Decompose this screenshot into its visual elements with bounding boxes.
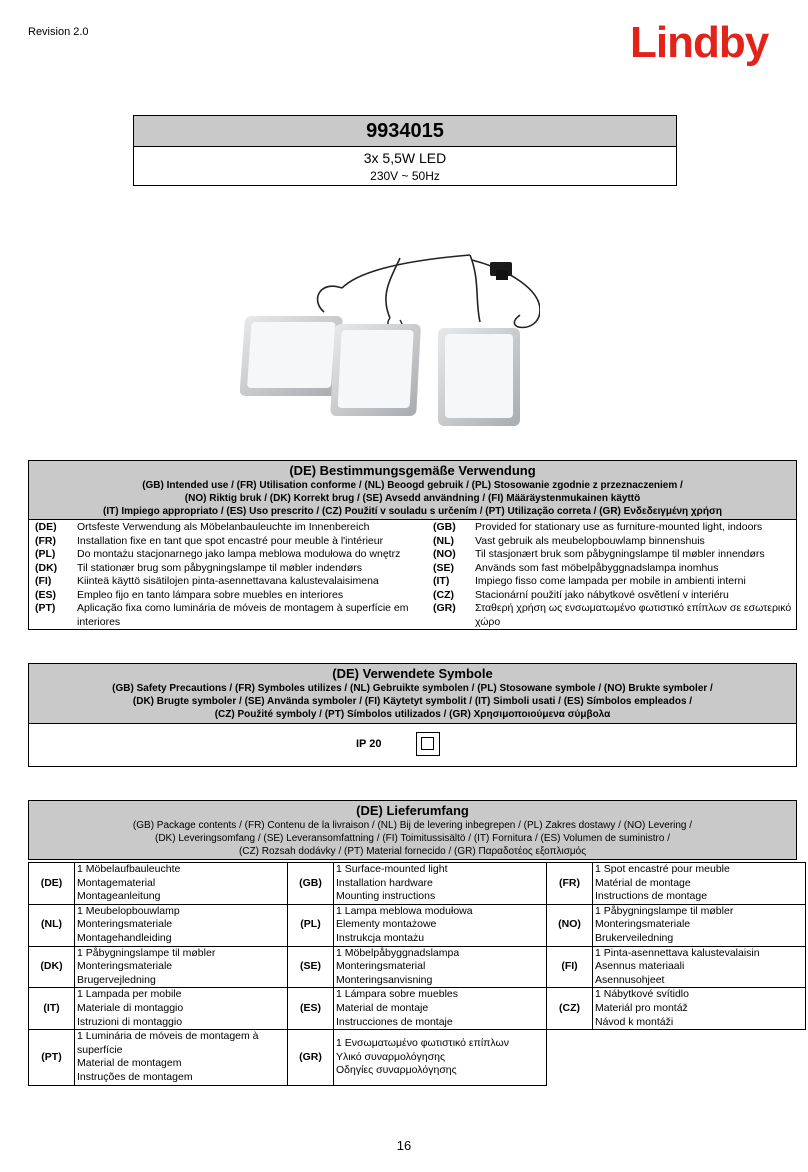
product-spec-voltage: 230V ~ 50Hz	[370, 169, 440, 183]
use-text: Vast gebruik als meubelopbouwlamp binnenshuis	[475, 534, 705, 547]
lang-code: (DE)	[29, 863, 75, 905]
lang-code: (PL)	[35, 548, 56, 560]
lang-code: (CZ)	[433, 588, 454, 601]
use-text: Installation fixe en tant que spot encastré pour meuble à l'intérieur	[77, 534, 384, 547]
use-text: Används som fast möbelpåbyggnadslampa inomhus	[475, 561, 719, 574]
lang-code: (DK)	[29, 946, 75, 988]
package-section	[28, 800, 797, 860]
package-items: 1 Möbelaufbauleuchte Montagematerial Montageanleitung	[75, 863, 288, 905]
lang-code: (GR)	[288, 1030, 334, 1085]
lang-code: (DE)	[35, 521, 57, 533]
package-items: 1 Pinta-asennettava kalustevalaisin Asennus materiaali Asennusohjeet	[593, 946, 806, 988]
use-text: Kiinteä käyttö sisätilojen pinta-asennettavana kalustevalaisimena	[77, 575, 379, 587]
lang-code: (SE)	[288, 946, 334, 988]
lang-code: (FR)	[35, 534, 56, 547]
lang-code: (GR)	[433, 602, 456, 614]
package-items: 1 Lampa meblowa modułowa Elementy montażowe Instrukcja montażu	[334, 904, 547, 946]
intended-use-subtitle: (IT) Impiego appropriato / (ES) Uso prescrito / (CZ) Použití v souladu s určením / (PT) Utilização correta / (GR) Ενδεδειγμένη χρήση	[103, 506, 722, 517]
symbols-subtitle: (DK) Brugte symboler / (SE) Använda symboler / (FI) Käytetyt symbolit / (IT) Simboli usati / (ES) Símbolos empleados /	[132, 696, 693, 707]
intended-use-title: (DE) Bestimmungsgemäße Verwendung	[289, 463, 536, 478]
package-subtitle: (DK) Leveringsomfang / (SE) Leveransomfattning / (FI) Toimitussisältö / (IT) Fornitura / (ES) Volumen de suministro /	[155, 833, 670, 844]
lang-code: (DK)	[35, 561, 58, 574]
lang-code: (ES)	[288, 988, 334, 1030]
intended-use-grid	[29, 520, 796, 629]
lang-code: (NL)	[29, 904, 75, 946]
lang-code: (NL)	[433, 534, 454, 547]
lang-code: (PT)	[29, 1030, 75, 1085]
lang-code: (IT)	[433, 575, 450, 587]
product-image	[240, 240, 540, 430]
package-items: 1 Lámpara sobre muebles Material de montaje Instrucciones de montaje	[334, 988, 547, 1030]
use-text: Σταθερή χρήση ως ενσωματωμένο φωτιστικό επίπλων σε εσωτερικό χώρο	[475, 602, 792, 628]
package-items: 1 Påbygningslampe til møbler Monteringsmateriale Brukerveiledning	[593, 904, 806, 946]
package-items: 1 Luminária de móveis de montagem à superfície Material de montagem Instruções de montagem	[75, 1030, 288, 1085]
package-items: 1 Surface-mounted light Installation hardware Mounting instructions	[334, 863, 547, 905]
intended-use-subtitle: (NO) Riktig bruk / (DK) Korrekt brug / (SE) Avsedd användning / (FI) Määräystenmukainen käyttö	[184, 493, 641, 504]
package-items: 1 Lampada per mobile Materiale di montaggio Istruzioni di montaggio	[75, 988, 288, 1030]
lang-code: (IT)	[29, 988, 75, 1030]
lang-code: (SE)	[433, 561, 454, 574]
package-items: 1 Möbelpåbyggnadslampa Monteringsmaterial Monteringsanvisning	[334, 946, 547, 988]
use-text: Do montażu stacjonarnego jako lampa meblowa modułowa do wnętrz	[77, 548, 401, 560]
product-number: 9934015	[134, 116, 676, 147]
protection-class-icon	[416, 732, 440, 756]
empty-cell	[547, 1030, 593, 1085]
symbols-subtitle: (GB) Safety Precautions / (FR) Symboles utilizes / (NL) Gebruikte symbolen / (PL) Stosowane symbole / (NO) Brukte symboler /	[112, 683, 713, 694]
package-header	[29, 801, 796, 859]
revision-label: Revision 2.0	[28, 26, 89, 38]
ip-rating-label: IP 20	[356, 738, 382, 750]
package-items: 1 Ενσωματωμένο φωτιστικό επίπλων Υλικό συναρμολόγησης Οδηγίες συναρμολόγησης	[334, 1030, 547, 1085]
lang-code: (GB)	[288, 863, 334, 905]
lang-code: (NO)	[547, 904, 593, 946]
use-text: Til stasjonært bruk som påbygningslampe til møbler innendørs	[475, 548, 765, 560]
package-table	[28, 862, 806, 1086]
package-items: 1 Nábytkové svítidlo Materiál pro montáž Návod k montáži	[593, 988, 806, 1030]
intended-use-header	[29, 461, 796, 520]
intended-use-subtitle: (GB) Intended use / (FR) Utilisation conforme / (NL) Beoogd gebruik / (PL) Stosowanie zgodnie z przeznaczeniem /	[142, 480, 683, 491]
package-items: 1 Meubelopbouwlamp Monteringsmateriale Montagehandleiding	[75, 904, 288, 946]
symbols-section	[28, 663, 797, 767]
package-items: 1 Påbygningslampe til møbler Monteringsmateriale Brugervejledning	[75, 946, 288, 988]
use-text: Aplicação fixa como luminária de móveis de montagem à superfície em interiores	[77, 602, 409, 628]
table-row	[29, 863, 806, 905]
lang-code: (PT)	[35, 602, 56, 614]
symbols-subtitle: (CZ) Použité symboly / (PT) Símbolos utilizados / (GR) Χρησιμοποιούμενα σύμβολα	[214, 709, 611, 720]
lang-code: (PL)	[288, 904, 334, 946]
brand-logo: Lindby	[630, 18, 769, 67]
use-text: Stacionární použití jako nábytkové osvětlení v interiéru	[475, 588, 729, 601]
package-subtitle: (CZ) Rozsah dodávky / (PT) Material fornecido / (GR) Παραδοτέος εξοπλισμός	[238, 846, 587, 857]
package-title: (DE) Lieferumfang	[356, 803, 469, 818]
intended-use-section	[28, 460, 797, 630]
use-text: Empleo fijo en tanto lámpara sobre muebles en interiores	[77, 588, 344, 601]
lang-code: (ES)	[35, 588, 56, 601]
symbols-header	[29, 664, 796, 724]
table-row	[29, 946, 806, 988]
lang-code: (NO)	[433, 548, 456, 560]
package-subtitle: (GB) Package contents / (FR) Contenu de la livraison / (NL) Bij de levering inbegrepen / (PL) Zakres dostawy / (NO) Levering /	[132, 820, 693, 831]
table-row	[29, 1030, 806, 1085]
page-number: 16	[396, 1138, 412, 1153]
use-text: Impiego fisso come lampada per mobile in ambienti interni	[475, 575, 746, 587]
package-items: 1 Spot encastré pour meuble Matérial de montage Instructions de montage	[593, 863, 806, 905]
use-text: Ortsfeste Verwendung als Möbelanbauleuchte im Innenbereich	[77, 521, 370, 533]
use-text: Til stationær brug som påbygningslampe til møbler indendørs	[77, 561, 362, 574]
lang-code: (FR)	[547, 863, 593, 905]
use-text: Provided for stationary use as furniture-mounted light, indoors	[475, 521, 763, 533]
lang-code: (CZ)	[547, 988, 593, 1030]
lang-code: (FI)	[35, 575, 52, 587]
lang-code: (FI)	[547, 946, 593, 988]
symbols-title: (DE) Verwendete Symbole	[332, 666, 493, 681]
lang-code: (GB)	[433, 521, 456, 533]
symbols-body	[29, 724, 796, 766]
product-title-box	[133, 115, 677, 186]
table-row	[29, 988, 806, 1030]
empty-cell	[593, 1030, 806, 1085]
table-row	[29, 904, 806, 946]
product-spec-power: 3x 5,5W LED	[363, 150, 447, 166]
